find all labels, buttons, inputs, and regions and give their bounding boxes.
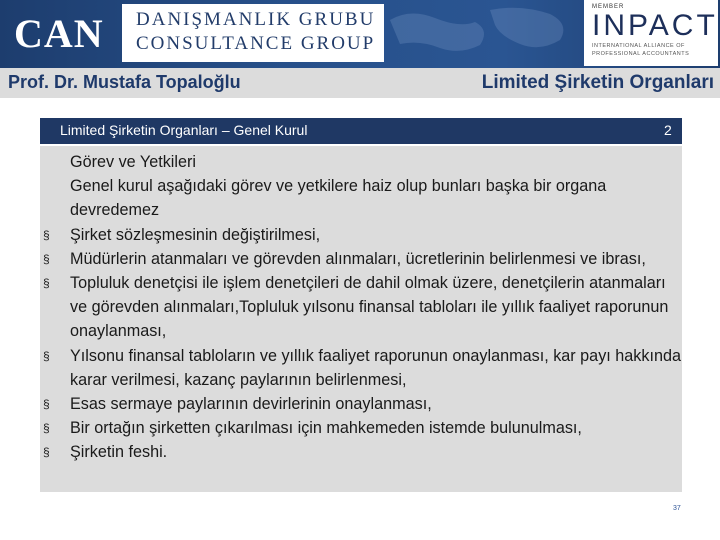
world-map-decoration <box>380 0 580 68</box>
list-item <box>43 416 682 440</box>
slide-number: 2 <box>664 122 672 138</box>
list-item-text: Müdürlerin atanmaları ve görevden alınmaları, ücretlerinin belirlenmesi ve ibrası, <box>70 249 646 268</box>
inpact-tagline-1: INTERNATIONAL ALLIANCE OF <box>592 43 685 49</box>
list-item-text: Esas sermaye paylarının devirlerinin onaylanması, <box>70 395 432 414</box>
list-item <box>43 247 682 271</box>
group-name-en: CONSULTANCE GROUP <box>136 33 376 54</box>
list-item-text: Yılsonu finansal tabloların ve yıllık faaliyet raporunun onaylanması, kar payı hakkında karar verilmesi, kazanç paylarının belirlenmesi, <box>70 346 681 389</box>
page-number: 37 <box>673 505 681 512</box>
author-name: Prof. Dr. Mustafa Topaloğlu <box>8 72 241 92</box>
list-item <box>43 392 682 416</box>
list-item-text: Şirketin feshi. <box>70 443 168 462</box>
bullet-icon: § <box>43 397 50 412</box>
content-body <box>43 150 682 465</box>
bullet-icon: § <box>43 421 50 436</box>
section-title: Limited Şirketin Organları <box>481 72 714 93</box>
inpact-tagline-2: PROFESSIONAL ACCOUNTANTS <box>592 51 690 57</box>
bullet-icon: § <box>43 348 50 363</box>
list-item-text: Şirket sözleşmesinin değiştirilmesi, <box>70 225 321 244</box>
can-logo: CAN <box>14 11 104 56</box>
bullet-icon: § <box>43 445 50 460</box>
list-item <box>43 440 682 464</box>
slide-subtitle: Limited Şirketin Organları – Genel Kurul <box>60 122 308 138</box>
bullet-icon: § <box>43 276 50 291</box>
list-item <box>43 223 682 247</box>
inpact-name: INPACT <box>592 9 718 42</box>
inpact-member-label: MEMBER <box>592 4 625 10</box>
group-name-tr: DANIŞMANLIK GRUBU <box>136 9 376 30</box>
bullet-icon: § <box>43 227 50 242</box>
list-item <box>43 344 682 392</box>
content-intro: Genel kurul aşağıdaki görev ve yetkilere haiz olup bunları başka bir organa devredemez <box>70 177 607 220</box>
bullet-icon: § <box>43 251 50 266</box>
list-item <box>43 271 682 344</box>
list-item-text: Bir ortağın şirketten çıkarılması için mahkemeden istemde bulunulması, <box>70 419 582 438</box>
list-item-text: Topluluk denetçisi ile işlem denetçileri de dahil olmak üzere, denetçilerin atanmaları ve görevden alınmaları,Topluluk yılsonu finansal tabloları ile yıllık faaliyet raporunun onaylanması, <box>70 274 669 341</box>
content-heading: Görev ve Yetkileri <box>70 153 196 171</box>
